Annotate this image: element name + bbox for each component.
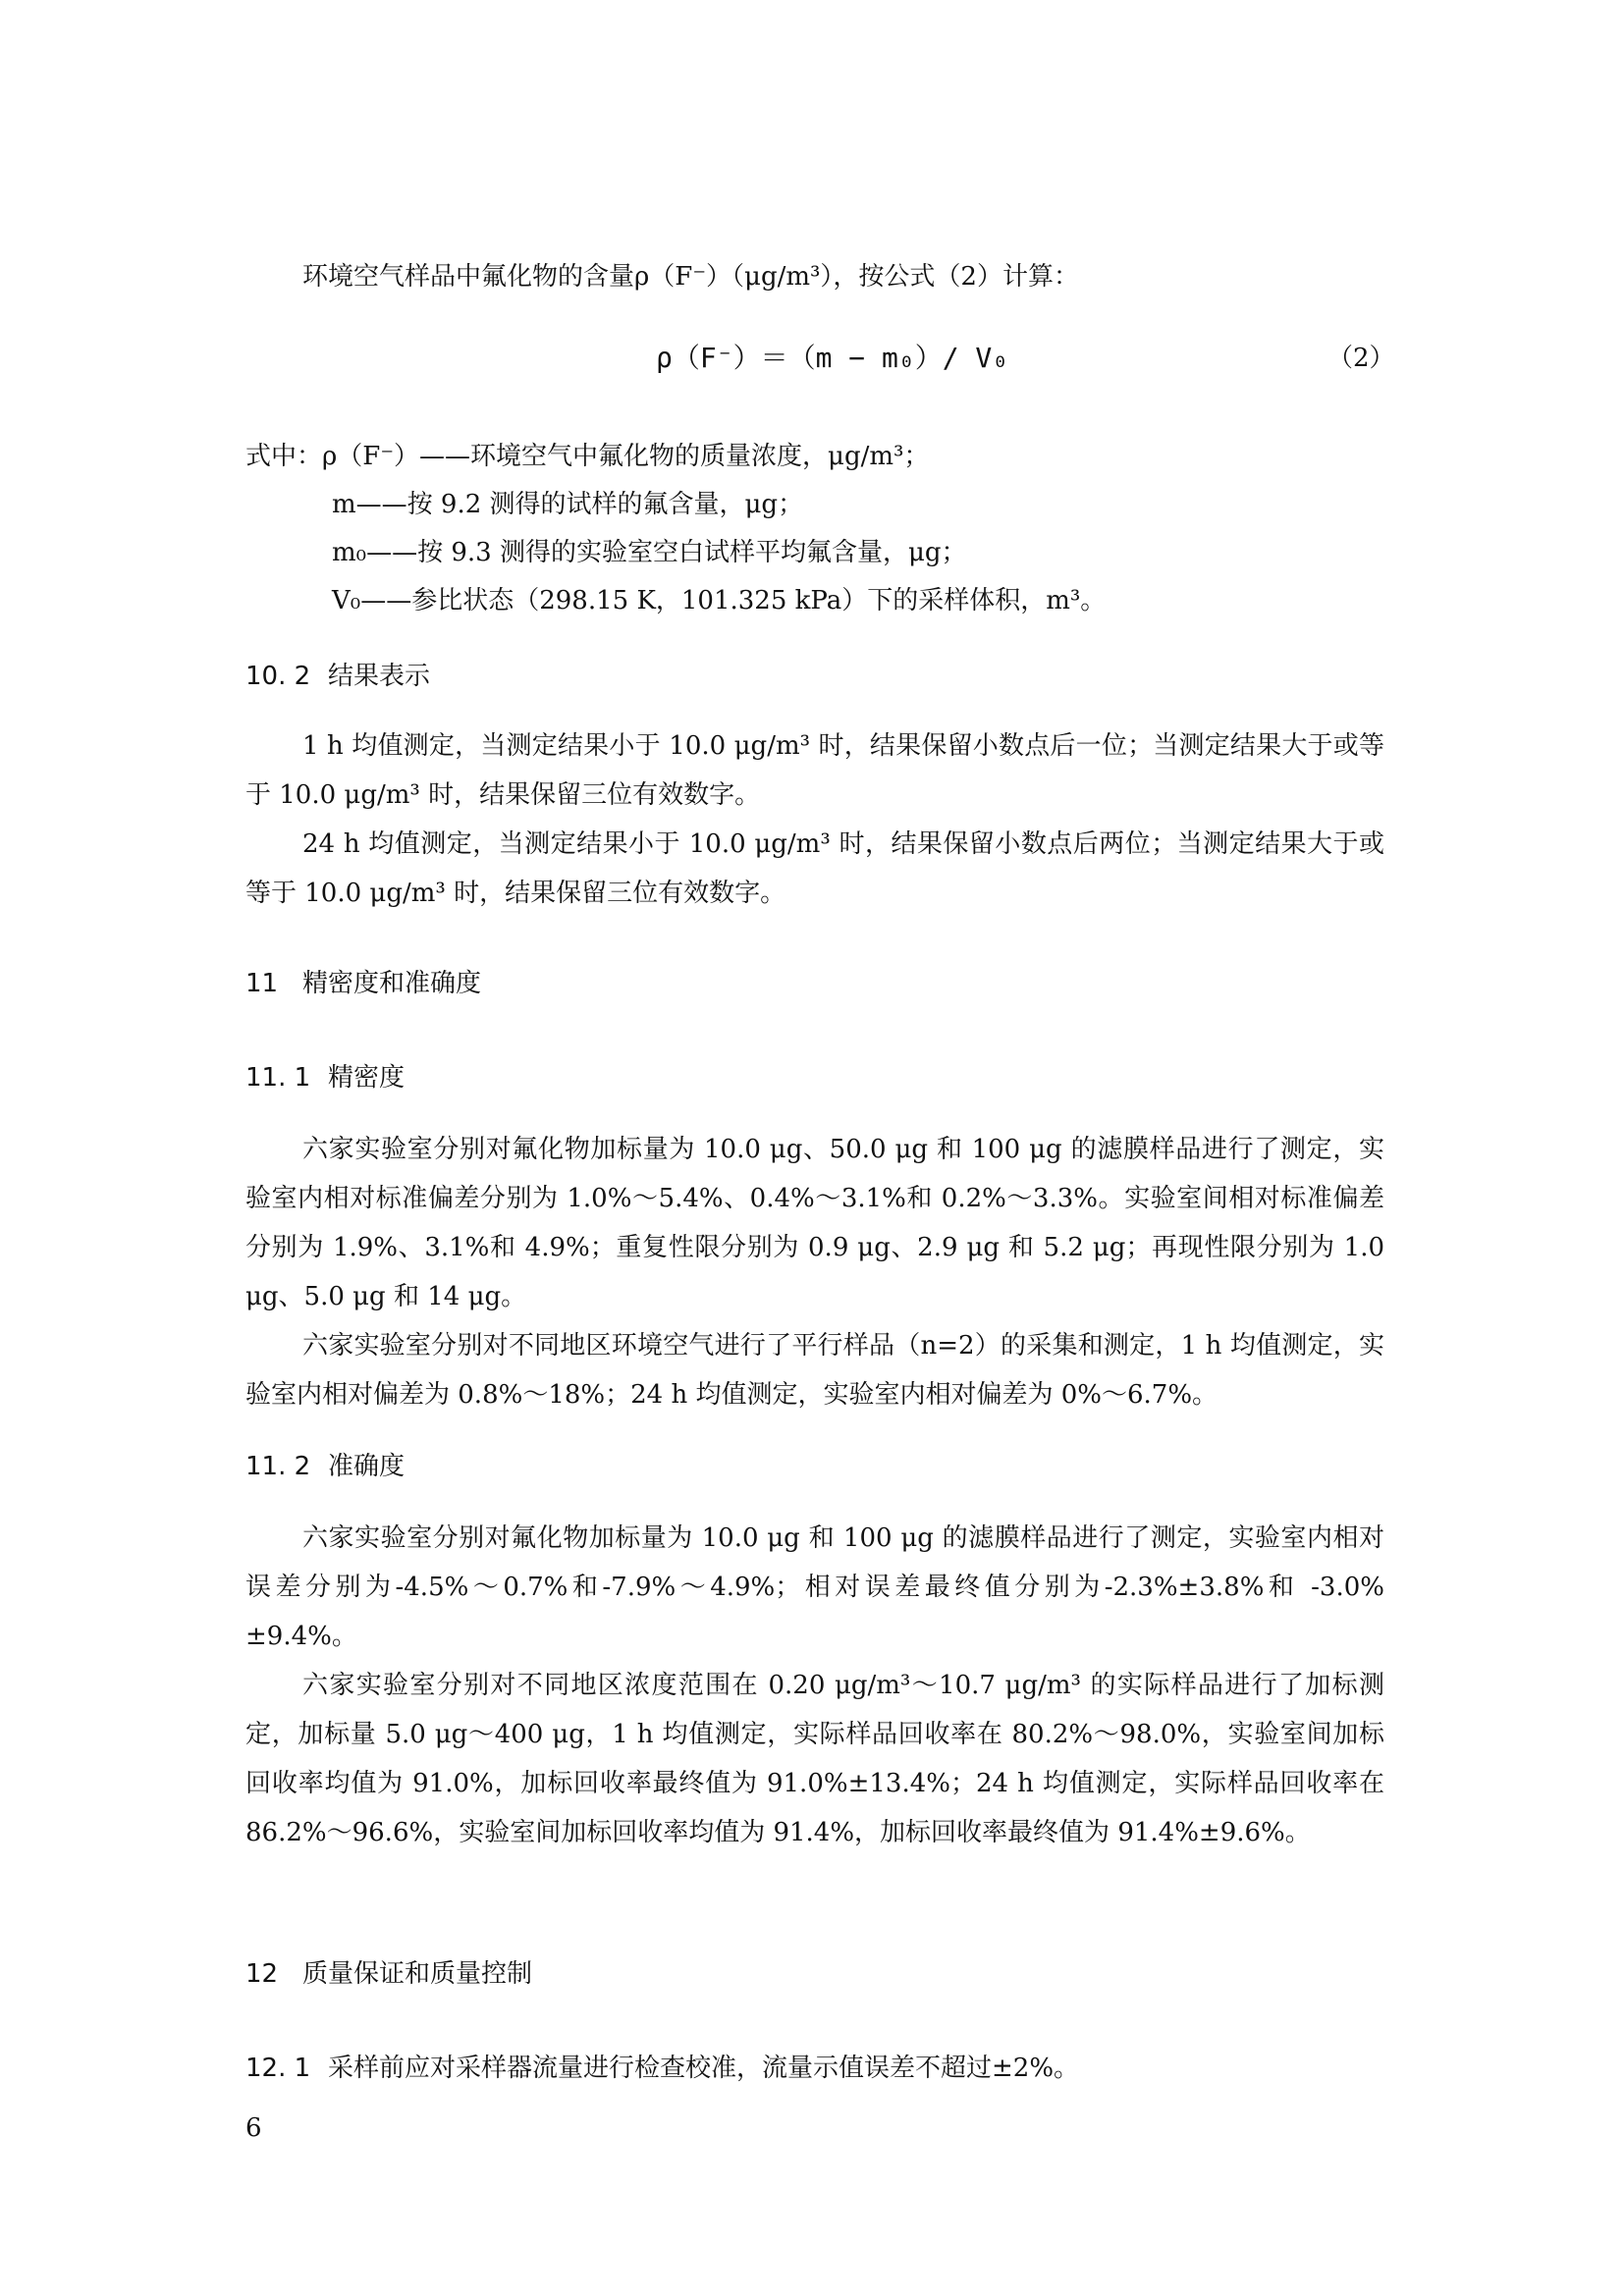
- section-heading-11-2: [245, 1447, 405, 1486]
- paragraph-10-2-2: 24 h 均值测定，当测定结果小于 10.0 μg/m³ 时，结果保留小数点后两位；当测定结果大于或等于 10.0 μg/m³ 时，结果保留三位有效数字。: [245, 829, 1384, 908]
- paragraph-10-2-1: 1 h 均值测定，当测定结果小于 10.0 μg/m³ 时，结果保留小数点后一位；当测定结果大于或等于 10.0 μg/m³ 时，结果保留三位有效数字。: [245, 731, 1384, 810]
- heading-number: 11. 1: [245, 1063, 311, 1093]
- heading-number: 11. 2: [245, 1452, 311, 1481]
- heading-text: 准确度: [328, 1452, 406, 1481]
- heading-text: 质量保证和质量控制: [302, 1959, 533, 1989]
- heading-text: 精密度: [328, 1063, 406, 1093]
- formula-2: ρ（F⁻）＝（m − m₀）/ V₀: [656, 342, 1009, 374]
- formula-number: （2）: [1327, 344, 1395, 373]
- heading-text: 结果表示: [328, 662, 431, 691]
- where-item-m0: m₀——按 9.3 测得的实验室空白试样平均氟含量，μg；: [332, 538, 967, 567]
- clause-number: 12. 1: [245, 2054, 311, 2083]
- section-heading-12: [245, 1954, 532, 1994]
- heading-number: 11: [245, 969, 279, 998]
- paragraph-11-2-2: 六家实验室分别对不同地区浓度范围在 0.20 μg/m³～10.7 μg/m³ 的实际样品进行了加标测定，加标量 5.0 μg～400 μg，1 h 均值测定，实际样品回收率在 80.2%～98.0%，实验室间加标回收率均值为 91.0%，加标回收率最终值为 91.0%±13.4%；24 h 均值测定，实际样品回收率在 86.2%～96.6%，实验室间加标回收率均值为 91.4%，加标回收率最终值为 91.4%±9.6%。: [245, 1671, 1384, 1847]
- heading-text: 精密度和准确度: [302, 969, 482, 998]
- where-item-m: m——按 9.2 测得的试样的氟含量，μg；: [332, 490, 804, 519]
- heading-number: 12: [245, 1959, 279, 1989]
- where-lead: 式中：ρ（F⁻）——环境空气中氟化物的质量浓度，μg/m³；: [245, 442, 930, 471]
- section-heading-10-2: [245, 657, 430, 696]
- section-heading-11-1: [245, 1058, 405, 1097]
- where-item-v0: V₀——参比状态（298.15 K，101.325 kPa）下的采样体积，m³。: [332, 586, 1107, 615]
- clause-12-1: [245, 2049, 1079, 2088]
- paragraph-11-1-2: 六家实验室分别对不同地区环境空气进行了平行样品（n=2）的采集和测定，1 h 均值测定，实验室内相对偏差为 0.8%～18%；24 h 均值测定，实验室内相对偏差为 0%～6.7%。: [245, 1331, 1384, 1410]
- page-number: 6: [245, 2113, 262, 2143]
- section-heading-11: [245, 964, 481, 1003]
- paragraph-11-2-1: 六家实验室分别对氟化物加标量为 10.0 μg 和 100 μg 的滤膜样品进行了测定，实验室内相对误差分别为-4.5%～0.7%和-7.9%～4.9%；相对误差最终值分别为-2.3%±3.8%和 -3.0%±9.4%。: [245, 1523, 1384, 1651]
- clause-text: 采样前应对采样器流量进行检查校准，流量示值误差不超过±2%。: [328, 2054, 1080, 2083]
- intro-paragraph: 环境空气样品中氟化物的含量ρ（F⁻）（μg/m³），按公式（2）计算：: [302, 262, 1079, 292]
- heading-number: 10. 2: [245, 662, 311, 691]
- paragraph-11-1-1: 六家实验室分别对氟化物加标量为 10.0 μg、50.0 μg 和 100 μg 的滤膜样品进行了测定，实验室内相对标准偏差分别为 1.0%～5.4%、0.4%～3.1%和 0.2%～3.3%。实验室间相对标准偏差分别为 1.9%、3.1%和 4.9%；重复性限分别为 0.9 μg、2.9 μg 和 5.2 μg；再现性限分别为 1.0 μg、5.0 μg 和 14 μg。: [245, 1135, 1384, 1311]
